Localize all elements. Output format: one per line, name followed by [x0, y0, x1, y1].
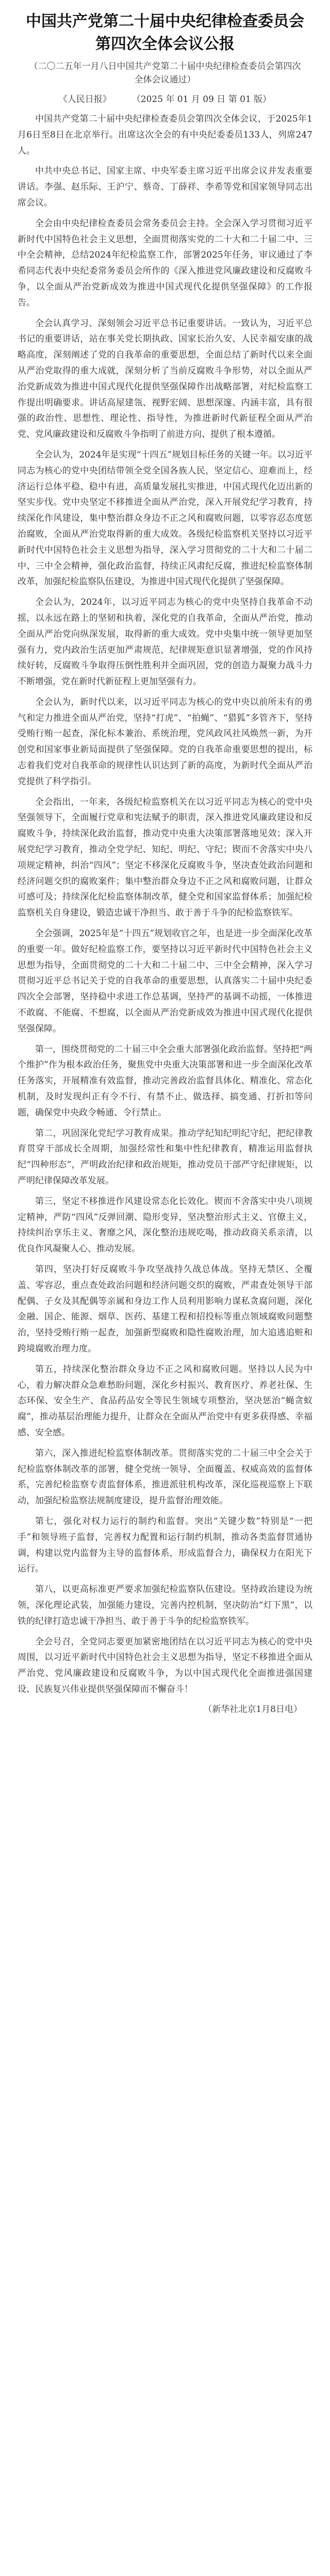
paragraph: 全会认真学习、深刻领会习近平总书记重要讲话。一致认为，习近平总书记的重要讲话，站在事关党长期执政、国家长治久安、人民幸福安康的战略高度，深刻阐述了党的自我革命的重要思想，全面总结了新时代以来全面从严治党取得的重大成就，深刻分析了当前反腐败斗争形势，对以全面从严治党新成效为推进中国式现代化提供坚强保障作出战略部署，对纪检监察工作提出明确要求。讲话高屋建瓴、视野宏阔、思想深邃、内涵丰富，具有很强的政治性、思想性、理论性、指导性，为推进新时代新征程全面从严治党、党风廉政建设和反腐败斗争指明了前进方向、提供了根本遵循。	[18, 318, 312, 440]
source-line	[18, 93, 312, 106]
paragraph: 全会认为，2024年，以习近平同志为核心的党中央坚持自我革命不动摇，以永远在路上的坚韧和执着，深化党的自我革命，全面从严治党，推动全面从严治党向纵深发展，取得新的重大成效。党中央集中统一领导更加坚强有力，党内政治生活更加严肃规范，纪律规矩意识显著增强，党的作风持续好转，反腐败斗争取得压倒性胜利并全面巩固，党的创造力凝聚力战斗力不断增强，党在新时代新征程上更加坚强有力。	[18, 597, 312, 687]
paragraph: 第二，巩固深化党纪学习教育成果。推动学纪知纪明纪守纪，把纪律教育贯穿干部成长全周期，加强经常性和集中性纪律教育，精准运用监督执纪“四种形态”，严明政治纪律和政治规矩，推动党员干部严守纪律规矩，以严明纪律保障改革发展。	[18, 1128, 312, 1186]
title-line-2: 第四次全体会议公报	[95, 35, 235, 53]
paragraph: 全会强调，2025年是“十四五”规划收官之年，也是进一步全面深化改革的重要一年。做好纪检监察工作，要坚持以习近平新时代中国特色社会主义思想为指导，全面贯彻党的二十大和二十届二中、三中全会精神，深入学习贯彻习近平总书记关于党的自我革命的重要思想，认真落实二十届中央纪委四次全会部署，坚持稳中求进工作总基调，坚持严的基调不动摇，一体推进不敢腐、不能腐、不想腐，以全面从严治党新成效为推进中国式现代化提供坚强保障。	[18, 928, 312, 1034]
title-line-1: 中国共产党第二十届中央纪律检查委员会	[26, 12, 304, 30]
paragraph: 第七，强化对权力运行的制约和监督。突出“关键少数”特别是“一把手”和领导班子监督，完善权力配置和运行制约机制，推动各类监督贯通协调，构建以党内监督为主导的监督体系，形成监督合力，确保权力在阳光下运行。	[18, 1516, 312, 1574]
paragraph: 全会认为，新时代以来，以习近平同志为核心的党中央以前所未有的勇气和定力推进全面从严治党，坚持“打虎”、“拍蝇”、“猎狐”多管齐下，坚持受贿行贿一起查，深化标本兼治、系统治理，党风政风社风焕然一新，为开创党和国家事业新局面提供了坚强保障。党的自我革命重要思想的提出，标志着我们党对自我革命的规律性认识达到了新的高度，为新时代全面从严治党提供了科学指引。	[18, 697, 312, 787]
source-name: 《人民日报》	[58, 94, 111, 105]
paragraph: 第一，围绕贯彻党的二十届三中全会重大部署强化政治监督。坚持把“两个维护”作为根本政治任务，聚焦党中央重大决策部署和进一步全面深化改革任务落实，开展精准有效监督，推动完善政治监督具体化、精准化、常态化机制，及时发现纠正有令不行、有禁不止、做选择、搞变通、打折扣等问题，确保党中央政令畅通、令行禁止。	[18, 1044, 312, 1118]
paragraph: 全会由中央纪律检查委员会常务委员会主持。全会深入学习贯彻习近平新时代中国特色社会主义思想，全面贯彻落实党的二十大和二十届二中、三中全会精神，总结2024年纪检监察工作，部署2025年任务，审议通过了李希同志代表中央纪委常务委员会所作的《深入推进党风廉政建设和反腐败斗争，以全面从严治党新成效为推进中国式现代化提供坚强保障》的工作报告。	[18, 218, 312, 308]
paragraph: 中国共产党第二十届中央纪律检查委员会第四次全体会议，于2025年1月6日至8日在北京举行。出席这次全会的有中央纪委委员133人，列席247人。	[18, 114, 312, 156]
paragraph: 全会号召，全党同志要更加紧密地团结在以习近平同志为核心的党中央周围，以习近平新时代中国特色社会主义思想为指导，坚定不移推进全面从严治党、党风廉政建设和反腐败斗争，为以中国式现代化全面推进强国建设、民族复兴伟业提供坚强保障而不懈奋斗！	[18, 1636, 312, 1694]
paragraph: 第四，坚决打好反腐败斗争攻坚战持久战总体战。坚持无禁区、全覆盖、零容忍，重点查处政治问题和经济问题交织的腐败，严肃查处领导干部配偶、子女及其配偶等亲属和身边工作人员利用影响力谋私贪腐问题，深化金融、国企、能源、烟草、医药、基建工程和招投标等重点领域腐败问题整治，坚持受贿行贿一起查，加强新型腐败和隐性腐败治理，加大追逃追赃和跨境腐败治理力度。	[18, 1264, 312, 1354]
paragraph: 全会认为，2024年是实现“十四五”规划目标任务的关键一年。以习近平同志为核心的党中央团结带领全党全国各族人民，坚定信心、迎难而上，经济运行总体平稳、稳中有进，高质量发展扎实推进，中国式现代化迈出新的坚实步伐。党中央坚定不移推进全面从严治党，深入开展党纪学习教育，持续深化作风建设，集中整治群众身边不正之风和腐败问题，以零容忍态度惩治腐败，全面从严治党取得新的重大成效。各级纪检监察机关坚持以习近平新时代中国特色社会主义思想为指导，深入学习贯彻党的二十大和二十届二中、三中全会精神，强化政治监督，持续正风肃纪反腐，推进纪检监察体制改革，加强纪检监察队伍建设，为推进中国式现代化提供了坚强保障。	[18, 449, 312, 587]
paragraph: 中共中央总书记、国家主席、中央军委主席习近平出席会议并发表重要讲话。李强、赵乐际、王沪宁、蔡奇、丁薛祥、李希等党和国家领导同志出席会议。	[18, 166, 312, 208]
paragraph: 第三，坚定不移推进作风建设常态化长效化。锲而不舍落实中央八项规定精神，严防“四风”反弹回潮、隐形变异，坚决整治形式主义、官僚主义，持续纠治享乐主义、奢靡之风，深化整治违规吃喝，推动政商关系亲清，以优良作风凝聚人心、推动发展。	[18, 1196, 312, 1255]
document-subtitle: （二〇二五年一月八日中国共产党第二十届中央纪律检查委员会第四次全体会议通过）	[29, 61, 301, 85]
paragraph: 第八，以更高标准更严要求加强纪检监察队伍建设。坚持政治建设为统领，深化理论武装，加强能力建设，完善内控机制，坚决防治“灯下黑”，以铁的纪律打造忠诚干净担当、敢于善于斗争的纪检监察铁军。	[18, 1584, 312, 1626]
paragraph: 第六，深入推进纪检监察体制改革。贯彻落实党的二十届三中全会关于纪检监察体制改革的部署，健全党统一领导、全面覆盖、权威高效的监督体系，完善纪检监察专责监督体系，推进派驻机构改革，深化巡视巡察上下联动，加强纪检监察法规制度建设，提升监督治理效能。	[18, 1448, 312, 1506]
news-agency-credit: （新华社北京1月8日电）	[203, 1704, 302, 1715]
document-title	[18, 10, 312, 56]
paragraph: 全会指出，一年来，各级纪检监察机关在以习近平同志为核心的党中央坚强领导下，全面履行党章和宪法赋予的职责，深入推进党风廉政建设和反腐败斗争，持续深化政治监督，推动党中央重大决策部署落地见效；深入开展党纪学习教育，推动全党学纪、知纪、明纪、守纪；锲而不舍落实中央八项规定精神，纠治“四风”；坚定不移深化反腐败斗争，坚决查处政治问题和经济问题交织的腐败案件；集中整治群众身边不正之风和腐败问题，让群众可感可及；持续深化纪检监察体制改革，健全党和国家监督体系；加强纪检监察机关自身建设，锻造忠诚干净担当、敢于善于斗争的纪检监察铁军。	[18, 796, 312, 919]
article-body	[18, 111, 312, 1698]
paragraph: 第五，持续深化整治群众身边不正之风和腐败问题。坚持以人民为中心，着力解决群众急难愁盼问题，深化乡村振兴、教育医疗、养老社保、生态环保、安全生产、食品药品安全等民生领域专项整治，坚决惩治“蝇贪蚁腐”，推动基层治理能力提升，让群众在全面从严治党中有更多获得感、幸福感、安全感。	[18, 1364, 312, 1438]
source-date: （2025 年 01 月 09 日 第 01 版）	[131, 94, 272, 105]
